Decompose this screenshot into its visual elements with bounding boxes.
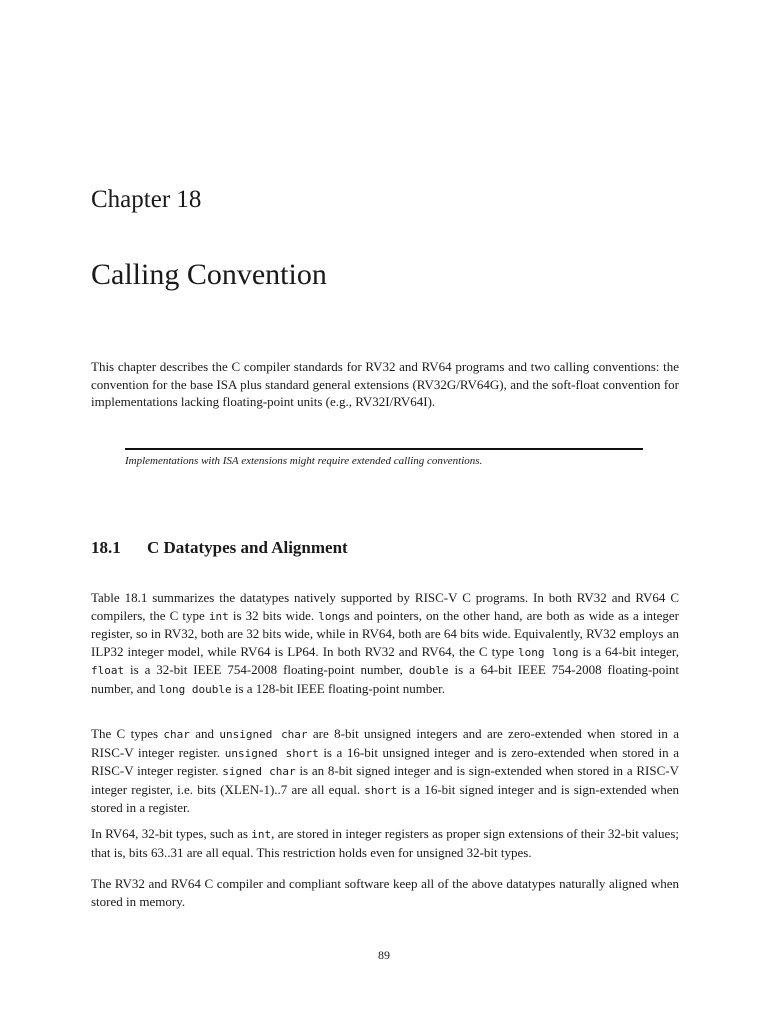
paragraph-datatypes: Table 18.1 summarizes the datatypes natively supported by RISC-V C programs. In both RV32 and RV64 C compilers, the C type int is 32 bits wide. longs and pointers, on the other hand, are both as wide as a integer register, so in RV32, both are 32 bits wide, while in RV64, both are 64 bits wide. Equivalently, RV32 employs an ILP32 integer model, while RV64 is LP64. In both RV32 and RV64, the C type long long is a 64-bit integer, float is a 32-bit IEEE 754-2008 floating-point number, double is a 64-bit IEEE 754-2008 floating-point number, and long double is a 128-bit IEEE floating-point number. [91,590,680,696]
code-long-long: long long [518,645,579,659]
code-unsigned-char: unsigned char [219,728,308,741]
paragraph-char-types: The C types char and unsigned char are 8-bit unsigned integers and are zero-extended when stored in a RISC-V integer register. unsigned short is a 16-bit unsigned integer and is zero-extended when stored in a RISC-V integer register. signed char is an 8-bit signed integer and is sign-extended when stored in a RISC-V integer register, i.e. bits (XLEN-1)..7 are all equal. short is a 16-bit signed integer and is sign-extended when stored in a register. [91,726,679,815]
code-int-rv64: int [251,828,272,841]
code-float: float [91,664,125,677]
section-title: C Datatypes and Alignment [147,538,348,557]
intro-paragraph: This chapter describes the C compiler standards for RV32 and RV64 programs and two calling conventions: the convention for the base ISA plus standard general extensions (RV32G/RV64G), and the soft-float convention for implementations lacking floating-point units (e.g., RV32I/RV64I). [91,359,679,409]
code-short: short [364,783,398,797]
code-int: int [208,609,229,623]
code-double: double [408,664,449,677]
code-char: char [163,728,190,741]
paragraph-rv64: In RV64, 32-bit types, such as int, are stored in integer registers as proper sign extensions of their 32-bit values; that is, bits 63..31 are all equal. This restriction holds even for unsigned 32-bit types. [91,826,679,860]
section-heading [91,538,348,558]
code-long: long [318,609,345,623]
code-unsigned-short: unsigned short [224,746,319,760]
paragraph-alignment: The RV32 and RV64 C compiler and compliant software keep all of the above datatypes naturally aligned when stored in memory. [91,876,679,909]
page-number: 89 [378,948,390,962]
commentary-note: Implementations with ISA extensions might require extended calling conventions. [125,455,483,467]
chapter-label: Chapter 18 [91,186,202,213]
code-long-double: long double [158,682,232,696]
chapter-title: Calling Convention [91,258,327,291]
section-number: 18.1 [91,538,121,557]
code-signed-char: signed char [222,765,296,778]
note-divider [125,448,643,450]
